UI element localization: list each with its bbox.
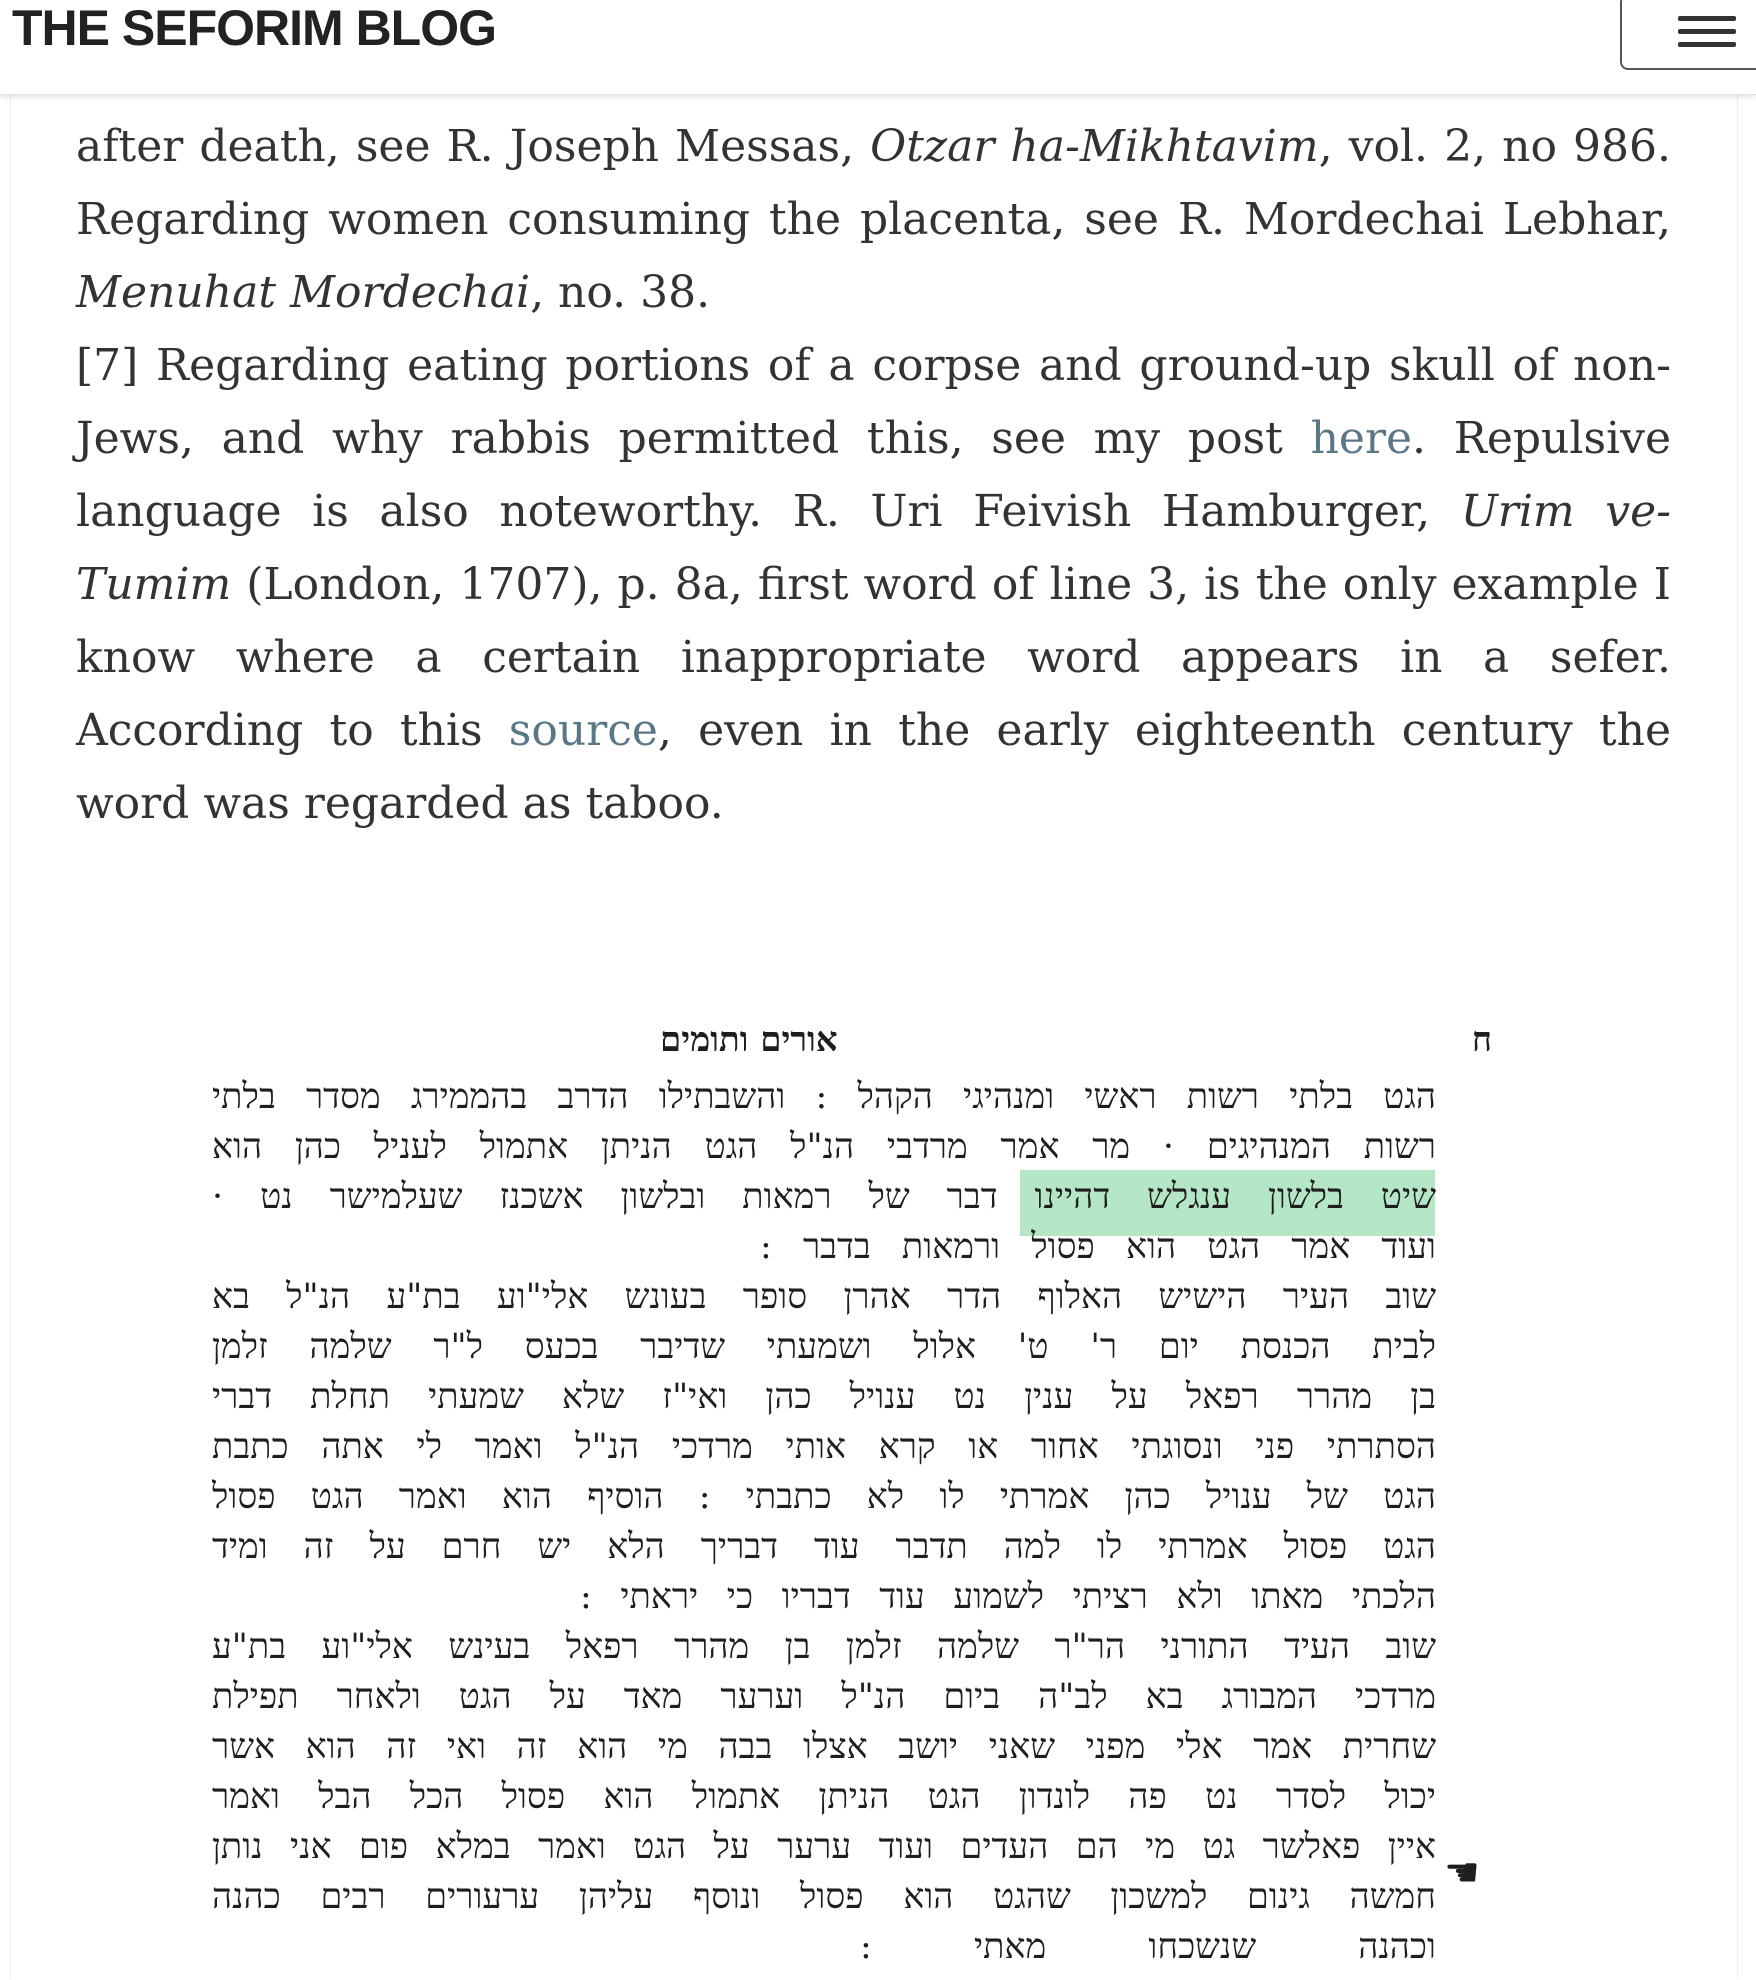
menu-toggle-button[interactable]: [1620, 0, 1756, 70]
scan-line: הגט פסול אמרתי לו למה תדבר עוד דבריך הלא יש חרם על זה ומיד: [212, 1527, 1436, 1567]
scan-line: רשות המנהיגים · מר אמר מרדבי הנ"ל הגט הניתן אתמול לעניל כהן הוא: [212, 1127, 1436, 1167]
footnote-paragraph: after death, see R. Joseph Messas, Otzar ha-Mikhtavim, vol. 2, no 986. Regarding women consuming the placenta, see R. Mordechai Lebhar, Menuhat Mordechai, no. 38.: [76, 121, 1671, 318]
scan-line: חמשה גינום למשכון שהגט הוא פסול ונוסף עליהן ערעורים רבים כהנה: [212, 1877, 1436, 1917]
scan-line: הגט בלתי רשות ראשי ומנהיגי הקהל : והשבתילו הדרב בהממירג מסדר בלתי: [212, 1077, 1436, 1117]
scan-line: בן מהרר רפאל על ענין נט ענויל כהן ואי"ז שלא שמעתי תחלת דברי: [212, 1377, 1436, 1417]
footnote-7: [7] Regarding eating portions of a corpse and ground-up skull of non-Jews, and why rabbis permitted this, see my post here. Repulsive language is also noteworthy. R. Uri Feivish Hamburger, Urim ve-Tumim (London, 1707), p. 8a, first word of line 3, is the only example I know where a certain inappropriate word appears in a sefer. According to this source, even in the early eighteenth century the word was regarded as taboo.: [76, 340, 1672, 829]
site-title[interactable]: THE SEFORIM BLOG: [12, 0, 496, 56]
scan-line: שוב העיר הישיש האלוף הדר אהרן סופר בעונש אלי"וע בת"ע הנ"ל בא: [212, 1277, 1436, 1317]
scan-line: מרדכי המבורג בא לב"ה ביום הנ"ל וערער מאד על הגט ולאחר תפילת: [212, 1677, 1436, 1717]
scanned-sefer-page-image: [200, 1020, 1560, 1980]
scan-line: שיט בלשון ענגלש דהיינו דבר של רמאות ובלשון אשכנז שעלמישר נט ·: [212, 1177, 1436, 1217]
scan-line: שחרית אמר אלי מפני שאני יושב אצלו בבה מי הוא זה ואי זה הוא אשר: [212, 1727, 1436, 1767]
hamburger-icon-bar: [1678, 29, 1736, 34]
scan-line: הגט של ענויל כהן אמרתי לו לא כתבתי : הוסיף הוא ואמר הגט פסול: [212, 1477, 1436, 1517]
scan-line: לבית הכנסת יום ר' ט' אלול ושמעתי שדיבר בכעס ל"ר שלמה זלמן: [212, 1327, 1436, 1367]
citation-title: Urim ve-Tumim: [76, 486, 1671, 610]
here-link[interactable]: here: [1310, 413, 1413, 464]
source-link[interactable]: source: [508, 705, 658, 756]
scan-line: הלכתי מאתו ולא רציתי לשמוע עוד דבריו כי יראתי :: [580, 1577, 1436, 1617]
footnotes-section: [76, 110, 1671, 840]
scan-line: יכול לסדר נט פה לונדון הגט הניתן אתמול הוא פסול הכל הבל ואמר: [212, 1777, 1436, 1817]
scan-line: ועוד אמר הגט הוא פסול ורמאות בדבר :: [760, 1227, 1436, 1267]
site-header: [0, 0, 1756, 95]
scan-header: [200, 1020, 1560, 1068]
scan-page-number: ח: [1471, 1020, 1492, 1060]
hamburger-icon-bar: [1678, 42, 1736, 47]
scan-line: וכהנה שנשכחו מאתי :: [860, 1927, 1436, 1967]
citation-title: Otzar ha-Mikhtavim: [870, 121, 1319, 172]
pointing-hand-icon: ☚: [1444, 1850, 1480, 1896]
scan-line: שוב העיד התורני הר"ר שלמה זלמן בן מהרר רפאל בעינש אלי"וע בת"ע: [212, 1627, 1436, 1667]
citation-title: Menuhat Mordechai: [76, 267, 531, 318]
scan-line: הסתרתי פני ונסוגתי אחור או קרא אותי מרדכי הנ"ל ואמר לי אתה כתבת: [212, 1427, 1436, 1467]
scan-line: איין פאלשר גט מי הם העדים ועוד ערער על הגט ואמר במלא פום אני נותן: [212, 1827, 1436, 1867]
scan-running-title: אורים ותומים: [660, 1020, 838, 1060]
hamburger-icon: [1678, 16, 1736, 21]
